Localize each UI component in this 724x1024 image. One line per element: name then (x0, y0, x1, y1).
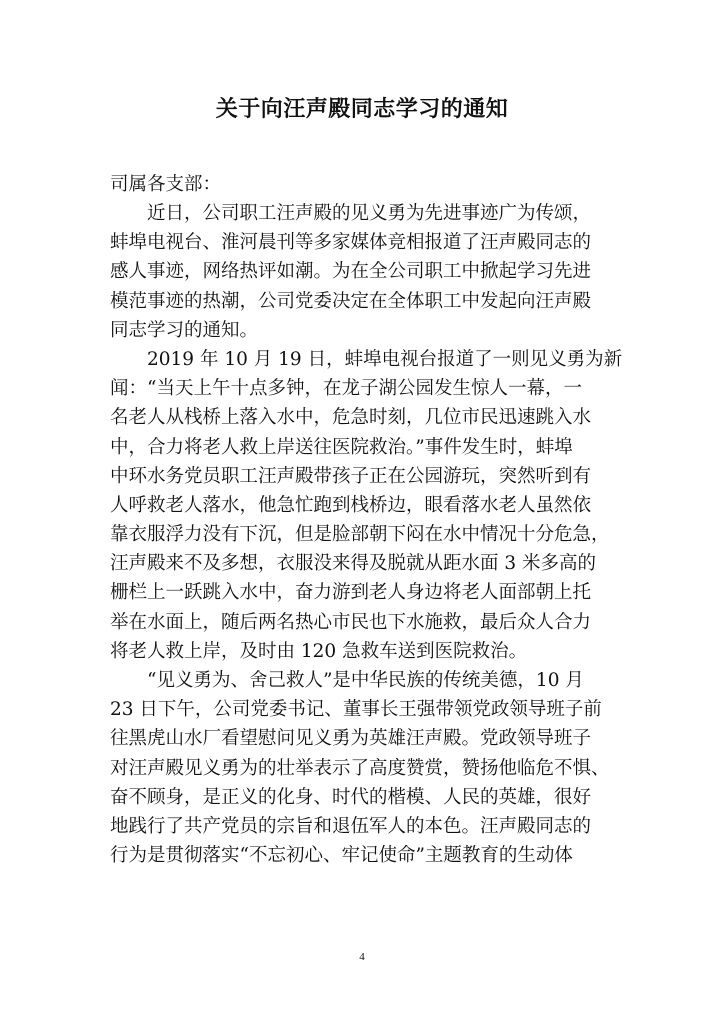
paragraph-line: 靠衣服浮力没有下沉，但是脸部朝下闷在水中情况十分危急， (110, 524, 610, 546)
paragraph-line: 人呼救老人落水，他急忙跑到栈桥边，眼看落水老人虽然依 (110, 494, 592, 516)
paragraph-line: 感人事迹，网络热评如潮。为在全公司职工中掀起学习先进 (110, 261, 592, 283)
paragraph-2 (110, 345, 628, 666)
paragraph-line: 模范事迹的热潮，公司党委决定在全体职工中发起向汪声殿 (110, 290, 592, 312)
paragraph-line: 往黑虎山水厂看望慰问见义勇为英雄汪声殿。党政领导班子 (110, 728, 592, 750)
paragraph-line: 汪声殿来不及多想，衣服没来得及脱就从距水面 3 米多高的 (110, 553, 597, 575)
paragraph-line: 举在水面上，随后两名热心市民也下水施救，最后众人合力 (110, 611, 592, 633)
paragraph-line: 行为是贯彻落实“不忘初心、牢记使命”主题教育的生动体 (110, 845, 573, 867)
salutation: 司属各支部： (110, 174, 222, 195)
paragraph-line: 地践行了共产党员的宗旨和退伍军人的本色。汪声殿同志的 (110, 815, 592, 837)
paragraph-1 (110, 199, 628, 345)
paragraph-line: 蚌埠电视台、淮河晨刊等多家媒体竞相报道了汪声殿同志的 (110, 232, 592, 254)
paragraph-line: 2019 年 10 月 19 日，蚌埠电视台报道了一则见义勇为新 (147, 348, 623, 370)
paragraph-3 (110, 666, 628, 870)
paragraph-line: 同志学习的通知。 (110, 319, 259, 341)
document-title: 关于向汪声殿同志学习的通知 (215, 96, 509, 122)
paragraph-line: 名老人从栈桥上落入水中，危急时刻，几位市民迅速跳入水 (110, 407, 592, 429)
paragraph-line: 23 日下午，公司党委书记、董事长王强带领党政领导班子前 (110, 699, 602, 721)
document-body (110, 170, 628, 870)
paragraph-line: 中，合力将老人救上岸送往医院救治。”事件发生时，蚌埠 (110, 436, 573, 458)
paragraph-line: “见义勇为、舍己救人”是中华民族的传统美德，10 月 (147, 670, 584, 691)
page-number: 4 (359, 951, 365, 963)
paragraph-line: 闻：“当天上午十点多钟，在龙子湖公园发生惊人一幕，一 (110, 378, 582, 400)
paragraph-line: 奋不顾身，是正义的化身、时代的楷模、人民的英雄，很好 (110, 786, 592, 808)
paragraph-line: 近日，公司职工汪声殿的见义勇为先进事迹广为传颂， (147, 203, 592, 224)
paragraph-line: 中环水务党员职工汪声殿带孩子正在公园游玩，突然听到有 (110, 465, 592, 487)
paragraph-line: 将老人救上岸，及时由 120 急救车送到医院救治。 (110, 640, 528, 662)
paragraph-line: 对汪声殿见义勇为的壮举表示了高度赞赏，赞扬他临危不惧、 (110, 757, 610, 779)
paragraph-line: 栅栏上一跃跳入水中，奋力游到老人身边将老人面部朝上托 (110, 582, 592, 604)
